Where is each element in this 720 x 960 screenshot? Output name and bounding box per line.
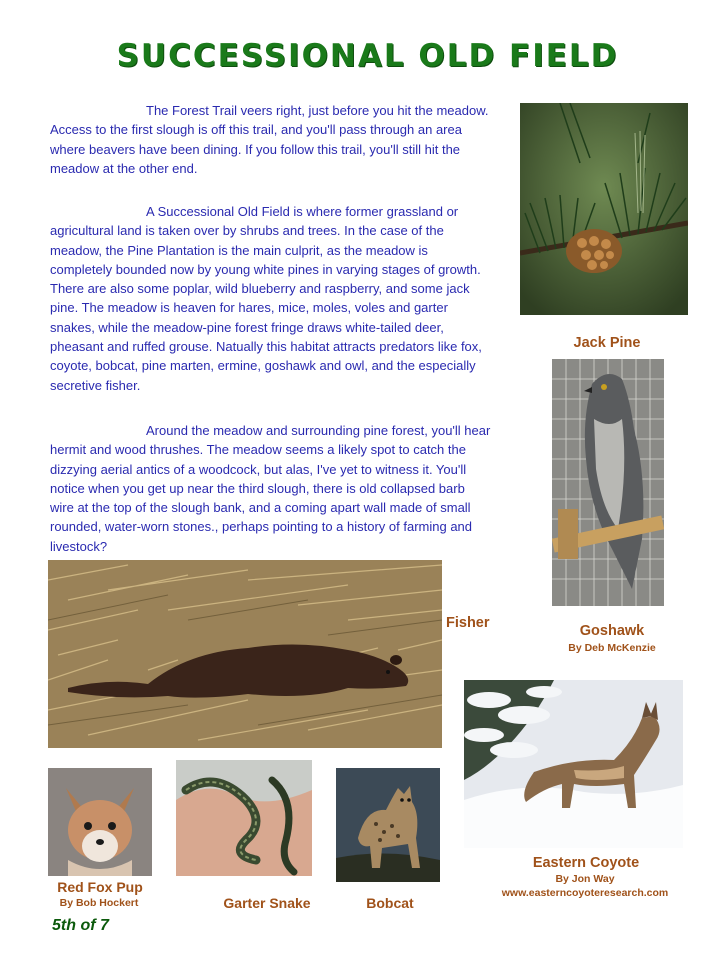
jack-pine-caption: Jack Pine — [573, 335, 641, 351]
goshawk-photo — [552, 359, 664, 606]
page-title: SUCCESSIONAL OLD FIELD — [116, 38, 619, 74]
goshawk-credit: By Deb McKenzie — [568, 642, 656, 654]
coyote-credit: By Jon Way — [555, 873, 615, 885]
bobcat-caption: Bobcat — [366, 895, 414, 911]
fisher-photo — [48, 560, 442, 748]
goshawk-caption: Goshawk — [579, 623, 645, 639]
jack-pine-photo — [520, 103, 688, 315]
red-fox-pup-caption: Red Fox Pup — [57, 879, 143, 895]
paragraph-meadow-thrushes: Around the meadow and surrounding pine forest, you'll hear hermit and wood thrushes. The meadow seems a likely spot to catch the dizzying aerial antics of a woodcock, but alas, I've yet to witness it. You'll notice when you get up near the third slough, there is old collapsed barb wire at the top of the slough bank, and a coming apart wall made of small rounded, water-worn stones., perhaps pointing to a history of farming and livestock? — [50, 423, 491, 554]
fisher-caption: Fisher — [446, 615, 490, 631]
coyote-caption: Eastern Coyote — [532, 855, 640, 871]
garter-snake-photo — [176, 760, 312, 876]
page-number: 5th of 7 — [52, 917, 109, 934]
red-fox-pup-photo — [48, 768, 152, 876]
paragraph-successional-field: A Successional Old Field is where former grassland or agricultural land is taken over by shrubs and trees. In the case of the meadow, the Pine Plantation is the main culprit, as the meadow is completely bounded now by young white pines in varying stages of growth. There are also some poplar, wild blueberry and raspberry, and some jack pine. The meadow is heaven for hares, mice, moles, voles and garter snakes, while the meadow-pine forest fringe draws white-tailed deer, pheasant and ruffed grouse. Natually this habitat attracts predators like fox, coyote, bobcat, pine marten, ermine, goshawk and owl, and the especially secretive fisher. — [50, 204, 482, 393]
paragraph-forest-trail: The Forest Trail veers right, just before you hit the meadow. Access to the first slough is off this trail, and you'll pass through an area where beavers have been dining. If you follow this trail, you'll still hit the meadow at the other end. — [50, 103, 489, 176]
coyote-photo — [464, 680, 683, 848]
red-fox-pup-credit: By Bob Hockert — [59, 897, 139, 909]
garter-snake-caption: Garter Snake — [223, 895, 311, 911]
coyote-website: www.easterncoyoteresearch.com — [501, 887, 669, 899]
bobcat-photo — [336, 768, 440, 882]
